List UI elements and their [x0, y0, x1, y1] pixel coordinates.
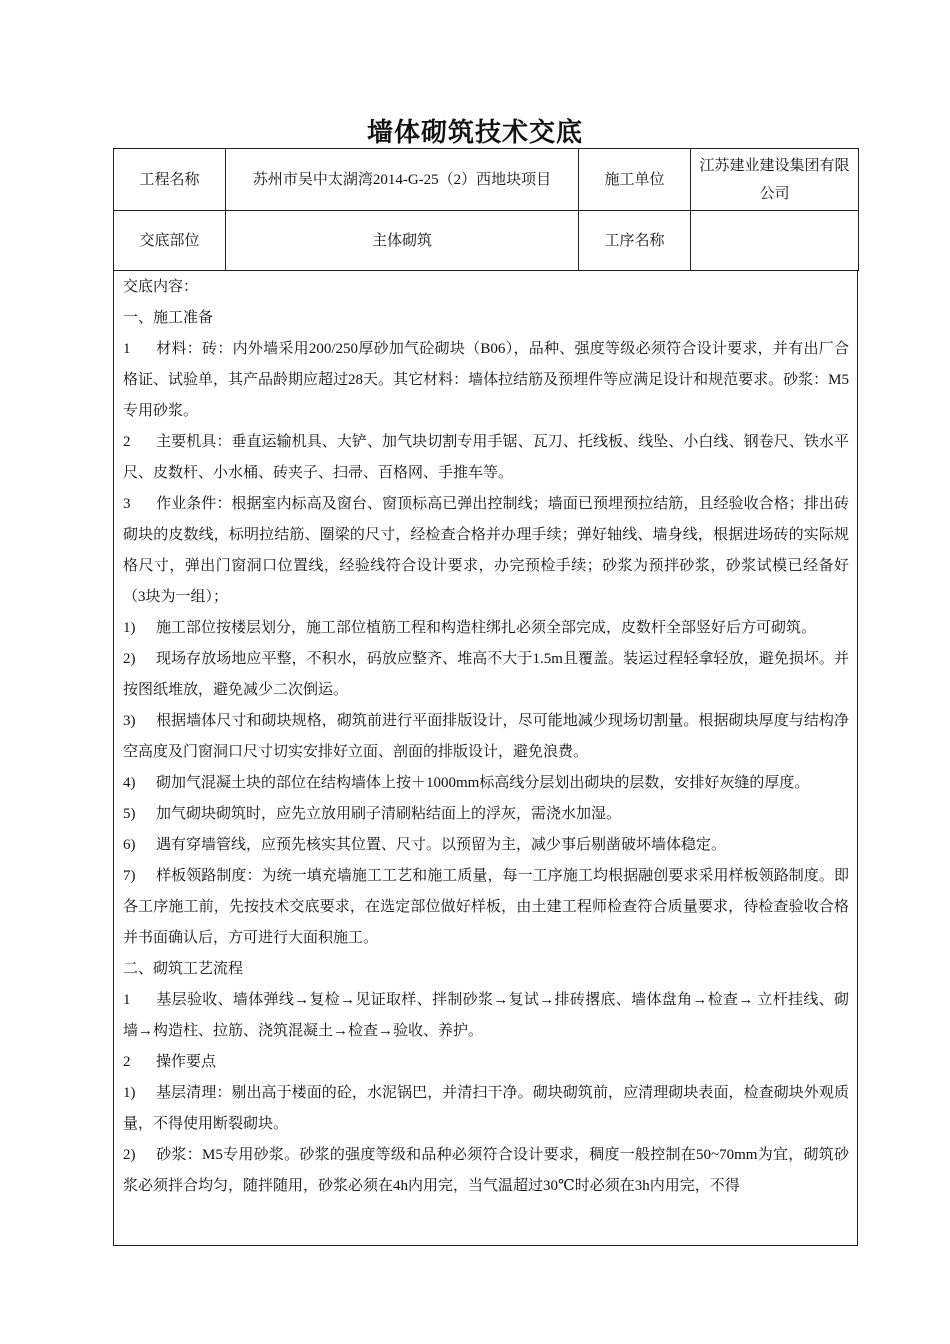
section-title-process-flow: 二、砌筑工艺流程 [123, 961, 244, 977]
item-number: 2) [123, 651, 136, 667]
header-table [113, 148, 859, 271]
list-item [123, 706, 849, 768]
item-text: 遇有穿墙管线，应预先核实其位置、尺寸。以预留为主，减少事后剔凿破坏墙体稳定。 [156, 837, 727, 853]
content-heading: 交底内容： [123, 279, 199, 295]
project-name-value: 苏州市吴中太湖湾2014-G-25（2）西地块项目 [226, 149, 579, 211]
item-number: 6) [123, 837, 136, 853]
list-item [123, 861, 849, 954]
item-number: 2 [123, 1054, 131, 1070]
list-item [123, 644, 849, 706]
item-number: 1 [123, 992, 131, 1008]
item-text: 操作要点 [156, 1054, 217, 1070]
list-item [123, 334, 849, 427]
list-item [123, 985, 849, 1047]
item-text: 根据墙体尺寸和砌块规格，砌筑前进行平面排版设计，尽可能地减少现场切割量。根据砌块厚度与结构净空高度及门窗洞口尺寸切实安排好立面、剖面的排版设计，避免浪费。 [123, 713, 849, 760]
item-text: 基层清理：剔出高于楼面的砼，水泥锅巴，并清扫干净。砌块砌筑前，应清理砌块表面，检查砌块外观质量，不得使用断裂砌块。 [123, 1085, 849, 1132]
process-name-value [691, 211, 859, 271]
item-text: 砂浆：M5专用砂浆。砂浆的强度等级和品种必须符合设计要求，稠度一般控制在50~70mm为宜，砌筑砂浆必须拌合均匀，随拌随用，砂浆必须在4h内用完，当气温超过30℃时必须在3h内用完，不得 [123, 1147, 849, 1194]
disclosure-part-label: 交底部位 [114, 211, 226, 271]
item-number: 2) [123, 1147, 136, 1163]
disclosure-content [113, 270, 858, 1246]
disclosure-part-value: 主体砌筑 [226, 211, 579, 271]
item-number: 1) [123, 1085, 136, 1101]
list-item [123, 768, 849, 799]
item-text: 作业条件：根据室内标高及窗台、窗顶标高已弹出控制线；墙面已预埋预拉结筋，且经验收合格；排出砖砌块的皮数线，标明拉结筋、圈梁的尺寸，经检查合格并办理手续；弹好轴线、墙身线，根据进场砖的实际规格尺寸，弹出门窗洞口位置线，经验线符合设计要求，办完预检手续；砂浆为预拌砂浆，砂浆试模已经备好（3块为一组）； [123, 496, 849, 605]
item-text: 加气砌块砌筑时，应先立放用刷子清刷粘结面上的浮灰，需浇水加湿。 [156, 806, 622, 822]
project-name-label: 工程名称 [114, 149, 226, 211]
header-row-1 [114, 149, 859, 211]
list-item [123, 1078, 849, 1140]
item-text: 施工部位按楼层划分，施工部位植筋工程和构造柱绑扎必须全部完成，皮数杆全部竖好后方可砌筑。 [156, 620, 817, 636]
item-text: 基层验收、墙体弹线→复检→见证取样、拌制砂浆→复试→排砖撂底、墙体盘角→检查→ 立杆挂线、砌墙→构造柱、拉筋、浇筑混凝土→检查→验收、养护。 [123, 992, 849, 1039]
list-item [123, 830, 849, 861]
header-row-2 [114, 211, 859, 271]
item-number: 2 [123, 434, 131, 450]
construction-unit-label: 施工单位 [579, 149, 691, 211]
process-name-label: 工序名称 [579, 211, 691, 271]
construction-unit-value: 江苏建业建设集团有限公司 [691, 149, 859, 211]
item-number: 4) [123, 775, 136, 791]
item-number: 7) [123, 868, 136, 884]
list-item [123, 489, 849, 613]
item-number: 1) [123, 620, 136, 636]
item-number: 3) [123, 713, 136, 729]
item-text: 样板领路制度：为统一填充墙施工工艺和施工质量，每一工序施工均根据融创要求采用样板领路制度。即各工序施工前，先按技术交底要求，在选定部位做好样板，由土建工程师检查符合质量要求，待检查验收合格并书面确认后，方可进行大面积施工。 [123, 868, 849, 946]
item-number: 1 [123, 341, 131, 357]
list-item [123, 799, 849, 830]
item-number: 5) [123, 806, 136, 822]
item-text: 现场存放场地应平整，不积水，码放应整齐、堆高不大于1.5m且覆盖。装运过程轻拿轻放，避免损坏。并按图纸堆放，避免减少二次倒运。 [123, 651, 849, 698]
list-item [123, 1140, 849, 1202]
list-item [123, 427, 849, 489]
item-text: 主要机具：垂直运输机具、大铲、加气块切割专用手锯、瓦刀、托线板、线坠、小白线、钢卷尺、铁水平尺、皮数杆、小水桶、砖夹子、扫帚、百格网、手推车等。 [123, 434, 849, 481]
list-item [123, 613, 849, 644]
item-text: 砌加气混凝土块的部位在结构墙体上按＋1000mm标高线分层划出砌块的层数，安排好灰缝的厚度。 [156, 775, 810, 791]
list-item [123, 1047, 849, 1078]
document-title: 墙体砌筑技术交底 [366, 118, 583, 148]
item-text: 材料：砖：内外墙采用200/250厚砂加气砼砌块（B06），品种、强度等级必须符合设计要求，并有出厂合格证、试验单，其产品龄期应超过28天。其它材料：墙体拉结筋及预埋件等应满足设计和规范要求。砂浆：M5专用砂浆。 [123, 341, 849, 419]
section-title-preparation: 一、施工准备 [123, 310, 214, 326]
item-number: 3 [123, 496, 131, 512]
